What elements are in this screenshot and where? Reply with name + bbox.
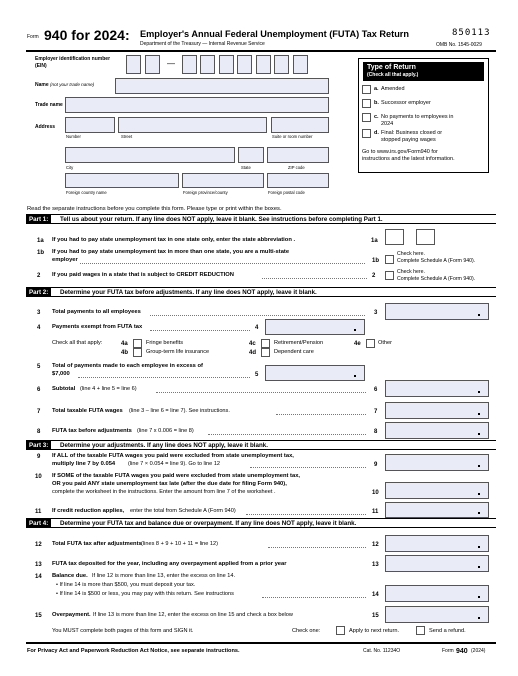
line-9-number: 9 [37,454,41,460]
line-11-amount[interactable] [385,502,489,518]
line-14-sub: If line 12 is more than line 13, enter the excess on line 14. [92,573,236,579]
fringe-benefits-checkbox[interactable] [133,339,142,348]
line-10-text-1: If SOME of the taxable FUTA wages you paid were excluded from state unemployment tax, [52,473,301,479]
city-caption: City [66,165,74,170]
ein-dash: — [167,59,175,68]
number-caption: Number [66,134,81,139]
foreign-province-caption: Foreign province/county [183,190,228,195]
line-4b-id: 4b [121,350,129,356]
street-caption: Street [121,134,133,139]
line-4-text: Payments exempt from FUTA tax [52,324,143,330]
line-10-ref: 10 [372,490,379,496]
type-of-return-subtitle: (Check all that apply.) [367,72,419,78]
line-15-text: Overpayment. [52,612,91,618]
line-12-amount[interactable] [385,535,489,552]
line-14-text: Balance due. [52,573,88,579]
line-1b-check-here: Check here. [397,251,425,257]
ein-label: Employer identification number [35,56,111,62]
part-3-title: Determine your adjustments. If any line does NOT apply, leave it blank. [60,442,268,449]
address-label: Address [35,124,56,130]
apply-to-next-return-label: Apply to next return. [349,628,400,634]
final-label-2: stopped paying wages [381,137,436,143]
trade-name-field[interactable] [65,97,329,113]
line-9-formula: (line 7 × 0.054 = line 9). Go to line 12 [128,461,221,467]
state-abbrev-box-2[interactable] [416,229,435,245]
trade-name-label: Trade name [35,102,63,108]
line-6-formula: (line 4 + line 5 = line 6) [80,386,137,392]
line-1b-schedule: Complete Schedule A (Form 940). [397,258,476,264]
line-13-amount[interactable] [385,555,489,572]
part-4-title: Determine your FUTA tax and balance due or overpayment. If any line does NOT apply, leave it blank. [60,520,357,527]
form-label: Form [27,34,39,40]
line-8-ref: 8 [374,429,378,435]
line-13-ref: 13 [372,562,379,568]
part-2-bar [26,287,496,297]
send-refund-checkbox[interactable] [416,626,425,635]
part-3-tag: Part 3: [26,441,51,449]
name-hint: (not your trade name) [50,82,95,87]
line-10-text-2: OR you paid ANY state unemployment tax late (after the due date for filing Form 940), [52,481,287,487]
line-12-number: 12 [35,542,42,548]
line-2-schedule: Complete Schedule A (Form 940). [397,276,476,282]
line-14-amount[interactable] [385,585,489,602]
fringe-benefits-label: Fringe benefits [146,340,184,346]
goto-instructions-1: Go to www.irs.gov/Form940 for [362,149,438,155]
line-9-text-2: multiply line 7 by 0.054 [52,461,116,467]
footer-rule [26,642,496,644]
part-2-title: Determine your FUTA tax before adjustments. If any line does NOT apply, leave it blank. [60,289,317,296]
line-2-text: If you paid wages in a state that is subject to CREDIT REDUCTION [52,272,234,278]
line-3-amount[interactable] [385,303,489,320]
city-field[interactable] [65,147,235,163]
foreign-postal-caption: Foreign postal code [268,190,305,195]
line-7-amount[interactable] [385,402,489,419]
line-7-number: 7 [37,409,41,415]
retirement-pension-checkbox[interactable] [261,339,270,348]
must-sign-note: You MUST complete both pages of this form and SIGN it. [52,628,194,634]
name-label: Name [35,82,49,88]
successor-letter: b. [374,100,379,106]
credit-reduction-checkbox[interactable] [385,271,394,280]
line-14-bullet-1: • If line 14 is more than $500, you must deposit your tax. [56,582,196,588]
department-line: Department of the Treasury — Internal Revenue Service [140,41,265,47]
multistate-checkbox[interactable] [385,255,394,264]
catalog-number: Cat. No. 11234O [363,648,401,654]
line-4e-id: 4e [354,341,361,347]
line-5-amount[interactable] [265,365,365,381]
line-4d-id: 4d [249,350,257,356]
line-9-text-1: If ALL of the taxable FUTA wages you paid were excluded from state unemployment tax, [52,453,294,459]
zip-field[interactable] [267,147,329,163]
line-3-number: 3 [37,310,41,316]
ein-digit-8[interactable] [274,55,289,74]
line-2-check-here: Check here. [397,269,425,275]
foreign-country-caption: Foreign country name [66,190,107,195]
line-12-text: Total FUTA tax after adjustments [52,541,142,547]
line-5-text-1: Total of payments made to each employee in excess of [52,363,203,369]
line-5-number: 5 [37,364,41,370]
send-refund-label: Send a refund. [429,628,466,634]
apply-to-next-return-checkbox[interactable] [336,626,345,635]
line-6-amount[interactable] [385,380,489,397]
no-payments-label-2: 2024 [381,121,394,127]
part-4-tag: Part 4: [26,519,51,527]
line-13-text: FUTA tax deposited for the year, including any overpayment applied from a prior year [52,561,287,567]
instructions-line: Read the separate instructions before you complete this form. Please type or print within the boxes. [27,206,282,212]
line-14-bullet-2: • If line 14 is $500 or less, you may pay with this return. See instructions [56,591,234,597]
main-title: Employer's Annual Federal Unemployment (FUTA) Tax Return [140,29,409,39]
no-payments-label: No payments to employees in [381,114,454,120]
final-return-checkbox[interactable] [362,129,371,138]
line-11-ref: 11 [372,509,379,515]
footer-form-label: Form [442,648,454,654]
line-4-number: 4 [37,325,41,331]
no-payments-checkbox[interactable] [362,113,371,122]
amended-letter: a. [374,86,379,92]
line-1b-text-2: employer [52,257,78,263]
foreign-province-field[interactable] [182,173,264,188]
ein-digit-5[interactable] [219,55,234,74]
amended-checkbox[interactable] [362,85,371,94]
line-6-number: 6 [37,387,41,393]
form-title: 940 for 2024: [44,27,130,43]
successor-employer-checkbox[interactable] [362,99,371,108]
line-2-number: 2 [37,273,41,279]
group-term-life-checkbox[interactable] [133,348,142,357]
line-4a-id: 4a [121,341,128,347]
line-8-formula: (line 7 x 0.006 = line 8) [137,428,194,434]
line-11-text: If credit reduction applies, [52,508,125,514]
line-7-formula: (line 3 – line 6 = line 7). See instructions. [129,408,230,414]
line-11-sub: enter the total from Schedule A (Form 940) [130,508,236,514]
address-suite-field[interactable] [271,117,329,133]
line-14-number: 14 [35,574,42,580]
line-3-ref: 3 [374,310,378,316]
line-11-number: 11 [35,509,42,515]
line-5-ref: 5 [255,372,259,378]
line-1b-ref: 1b [372,258,380,264]
footer-form-number: 940 [456,648,468,655]
group-term-life-label: Group-term life insurance [146,349,210,355]
line-6-ref: 6 [374,387,378,393]
ein-digit-2[interactable] [145,55,160,74]
line-4-amount[interactable] [265,319,365,335]
line-5-text-2: $7,000 [52,371,70,377]
line-14-ref: 14 [372,592,379,598]
other-label: Other [378,340,392,346]
part-4-bar [26,518,496,528]
line-1a-text: If you had to pay state unemployment tax in one state only, enter the state abbreviation . [52,237,296,243]
line-15-sub: If line 13 is more than line 12, enter the excess on line 15 and check a box below [93,612,293,618]
line-10-number: 10 [35,474,42,480]
line-3-text: Total payments to all employees [52,309,141,315]
line-10-amount[interactable] [385,482,489,499]
line-9-ref: 9 [374,462,378,468]
type-of-return-box [358,58,489,173]
check-one-label: Check one: [292,628,321,634]
line-1b-text-1: If you had to pay state unemployment tax in more than one state, you are a multi-state [52,249,290,255]
final-label: Final: Business closed or [381,130,443,136]
amended-label: Amended [381,86,405,92]
line-8-amount[interactable] [385,422,489,439]
line-15-ref: 15 [372,613,379,619]
line-6-text: Subtotal [52,386,76,392]
line-7-ref: 7 [374,409,378,415]
ein-digit-4[interactable] [200,55,215,74]
line-7-text: Total taxable FUTA wages [52,408,123,414]
suite-caption: Suite or room number [272,134,313,139]
privacy-notice: For Privacy Act and Paperwork Reduction Act Notice, see separate instructions. [27,648,240,654]
line-4-check-all: Check all that apply: [52,340,103,346]
line-1a-ref: 1a [371,238,378,244]
line-12-formula: (lines 8 + 9 + 10 + 11 = line 12) [141,541,219,547]
line-1b-number: 1b [37,250,45,256]
goto-instructions-2: instructions and the latest information. [362,156,455,162]
omb-number: OMB No. 1545-0029 [436,42,482,48]
line-4c-id: 4c [249,341,256,347]
line-13-number: 13 [35,562,42,568]
ein-digit-9[interactable] [293,55,308,74]
ein-digit-7[interactable] [256,55,271,74]
foreign-postal-field[interactable] [267,173,329,188]
dependent-care-checkbox[interactable] [261,348,270,357]
foreign-country-field[interactable] [65,173,179,188]
dependent-care-label: Dependent care [274,349,314,355]
line-4-ref: 4 [255,325,259,331]
line-10-text-3: complete the worksheet in the instructions. Enter the amount from line 7 of the worksheet . [52,489,276,495]
ein-digit-1[interactable] [126,55,141,74]
header-rule [26,50,496,52]
other-checkbox[interactable] [366,339,375,348]
final-letter: d. [374,130,379,136]
state-abbrev-box-1[interactable] [385,229,404,245]
line-2-ref: 2 [372,273,376,279]
ein-digit-6[interactable] [237,55,252,74]
line-12-ref: 12 [372,542,379,548]
state-caption: State [241,165,251,170]
type-of-return-title: Type of Return [367,64,416,71]
line-8-number: 8 [37,429,41,435]
retirement-pension-label: Retirement/Pension [274,340,324,346]
footer-year: (2024) [471,648,486,654]
part-2-tag: Part 2: [26,288,51,296]
line-15-number: 15 [35,613,42,619]
name-field[interactable] [115,78,329,94]
zip-caption: ZIP code [288,165,305,170]
address-street-field[interactable] [118,117,267,133]
address-number-field[interactable] [65,117,115,133]
line-1a-number: 1a [37,238,44,244]
successor-label: Successor employer [381,100,431,106]
part-1-title: Tell us about your return. If any line does NOT apply, leave it blank. See instructions before completing Part 1. [60,216,383,223]
part-3-bar [26,440,496,450]
line-15-amount[interactable] [385,606,489,623]
ein-digit-3[interactable] [182,55,197,74]
no-payments-letter: c. [374,114,379,120]
part-1-tag: Part 1: [26,215,51,223]
form-code: 850113 [452,28,491,38]
state-field[interactable] [238,147,264,163]
line-9-amount[interactable] [385,454,489,471]
ein-sublabel: (EIN) [35,63,47,69]
line-8-text: FUTA tax before adjustments [52,428,132,434]
part-1-bar [26,214,496,224]
